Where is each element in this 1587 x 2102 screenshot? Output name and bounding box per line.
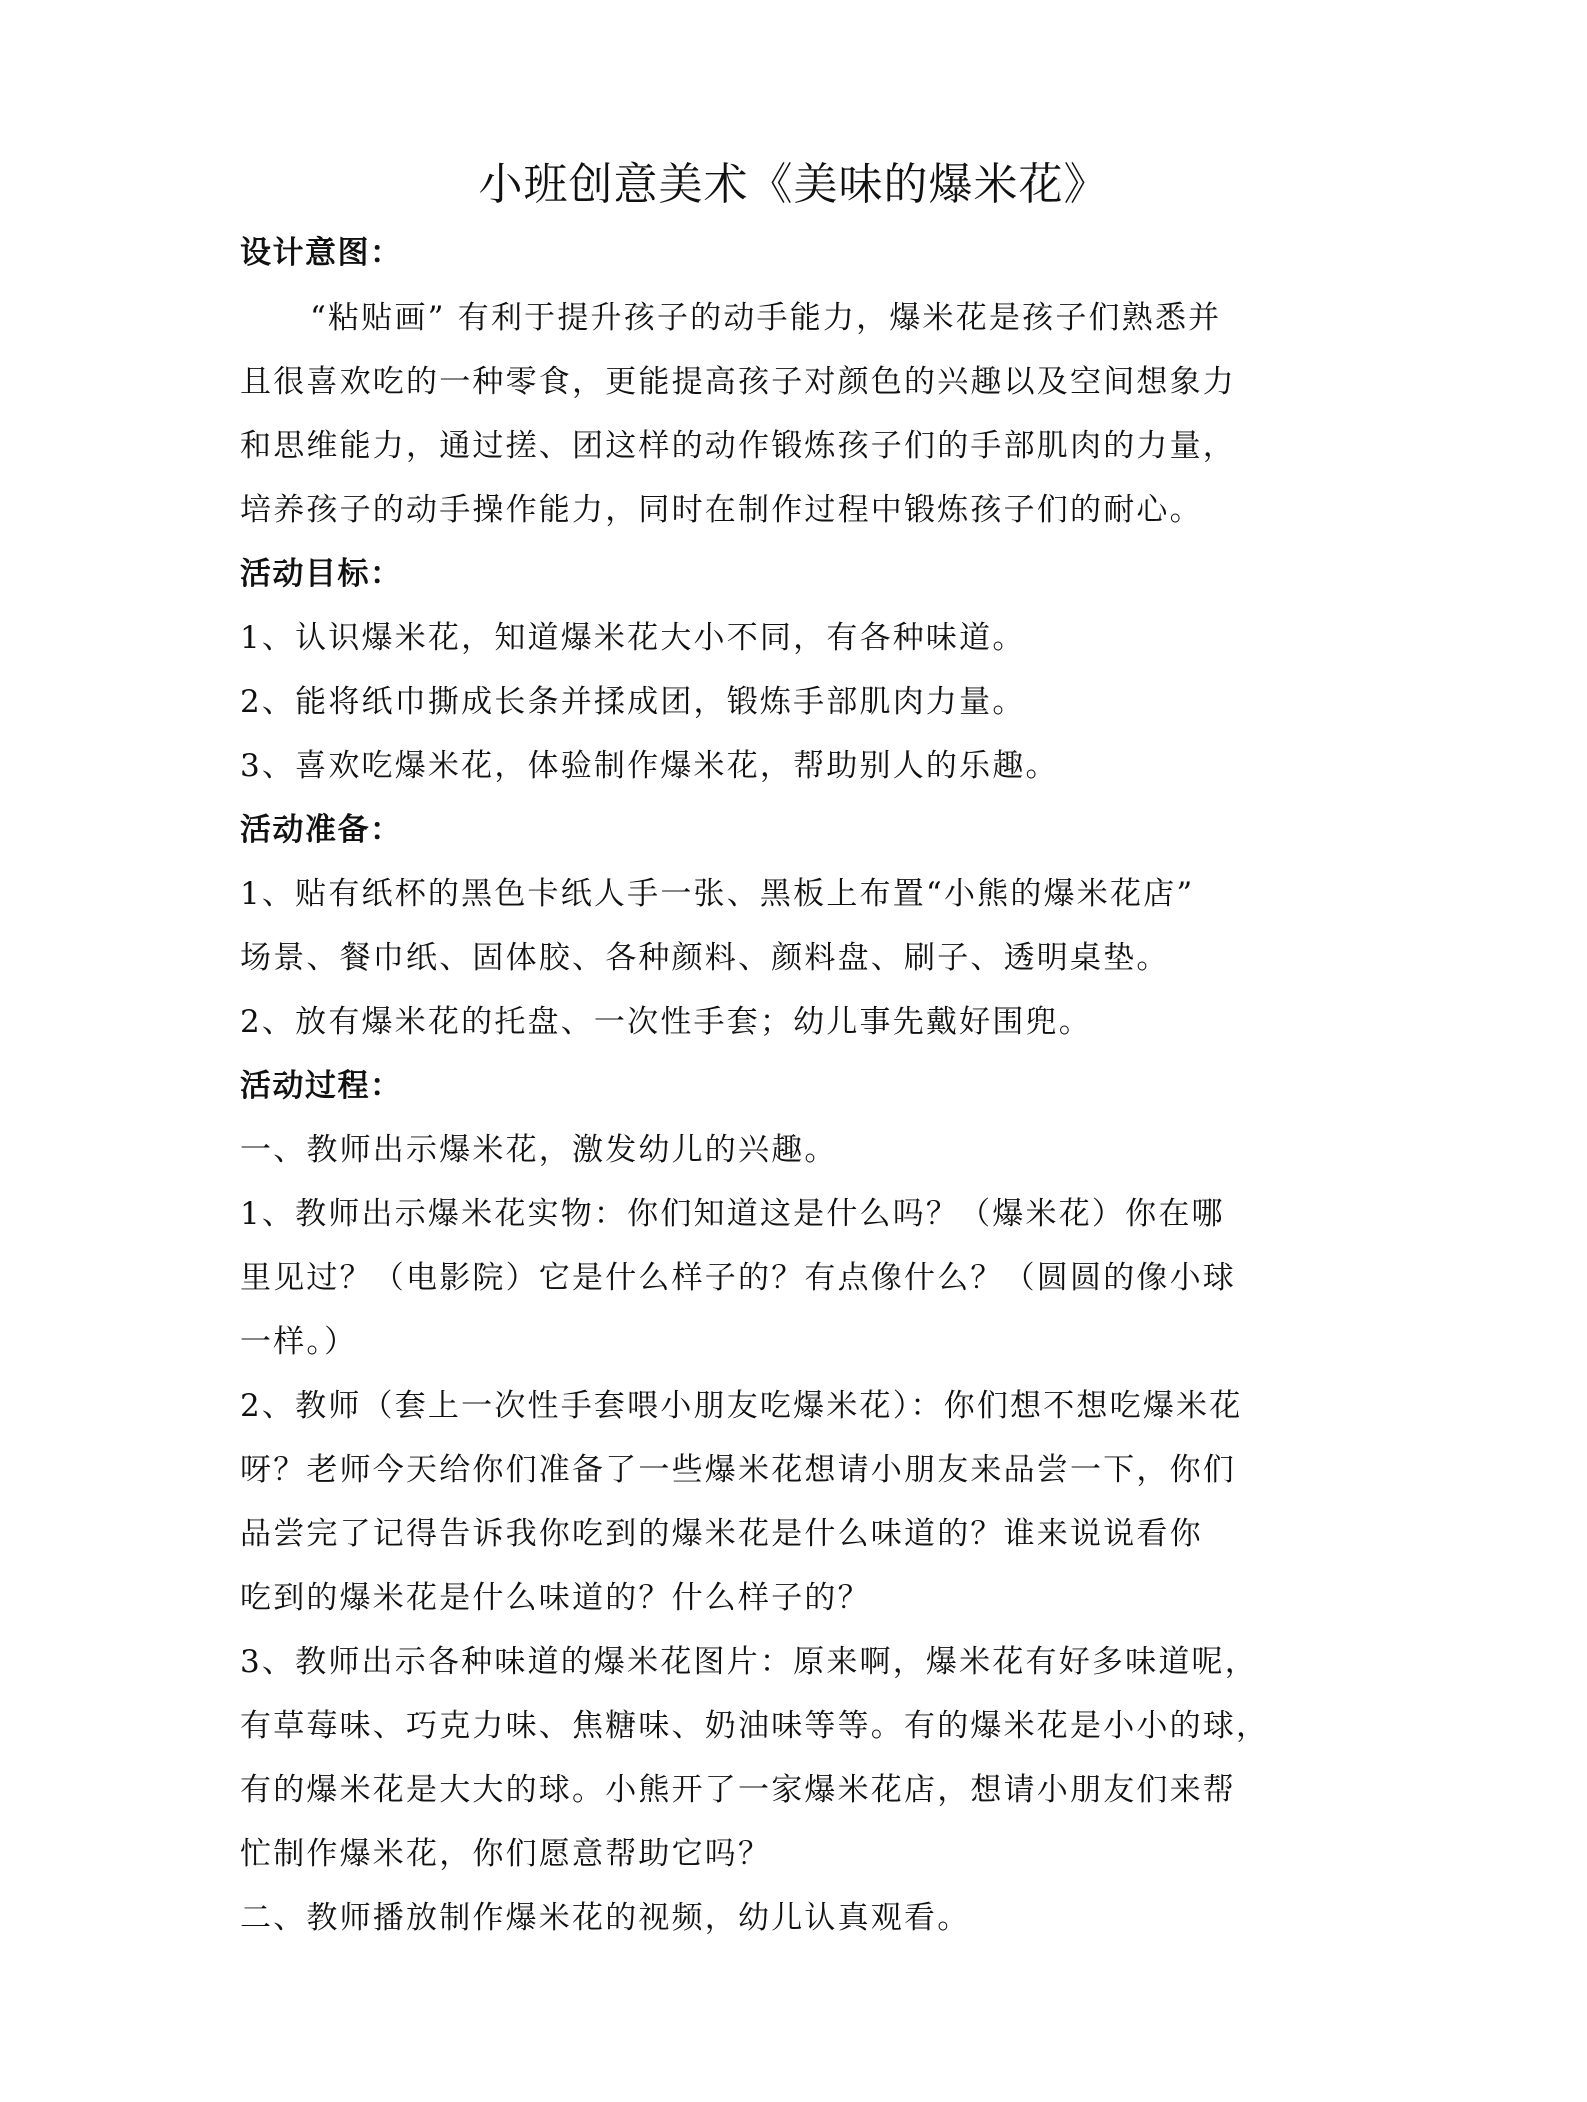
paragraph-line: 吃到的爆米花是什么味道的？什么样子的？ bbox=[240, 1580, 871, 1616]
paragraph-line: 一样。） bbox=[240, 1324, 358, 1360]
document-title: 小班创意美术《美味的爆米花》 bbox=[478, 159, 1109, 210]
section-heading-design-intent: 设计意图： bbox=[240, 235, 403, 271]
paragraph-line: “粘贴画” 有利于提升孩子的动手能力，爆米花是孩子们熟悉并 bbox=[310, 300, 1222, 336]
paragraph-line: 品尝完了记得告诉我你吃到的爆米花是什么味道的？谁来说说看你 bbox=[240, 1516, 1203, 1552]
paragraph-line: 忙制作爆米花，你们愿意帮助它吗？ bbox=[240, 1836, 772, 1872]
step-heading: 二、教师播放制作爆米花的视频，幼儿认真观看。 bbox=[240, 1900, 971, 1936]
paragraph-line: 培养孩子的动手操作能力，同时在制作过程中锻炼孩子们的耐心。 bbox=[240, 492, 1203, 528]
section-heading-process: 活动过程： bbox=[240, 1068, 403, 1104]
paragraph-line: 1、教师出示爆米花实物：你们知道这是什么吗？（爆米花）你在哪 bbox=[240, 1196, 1225, 1232]
paragraph-line: 3、教师出示各种味道的爆米花图片：原来啊，爆米花有好多味道呢， bbox=[240, 1644, 1258, 1680]
list-item: 1、认识爆米花，知道爆米花大小不同，有各种味道。 bbox=[240, 620, 1026, 656]
paragraph-line: 且很喜欢吃的一种零食，更能提高孩子对颜色的兴趣以及空间想象力 bbox=[240, 364, 1236, 400]
section-heading-objectives: 活动目标： bbox=[240, 556, 403, 592]
paragraph-line: 有的爆米花是大大的球。小熊开了一家爆米花店，想请小朋友们来帮 bbox=[240, 1772, 1236, 1808]
list-item: 3、喜欢吃爆米花，体验制作爆米花，帮助别人的乐趣。 bbox=[240, 748, 1059, 784]
paragraph-line: 呀？老师今天给你们准备了一些爆米花想请小朋友来品尝一下，你们 bbox=[240, 1452, 1236, 1488]
paragraph-line: 2、教师（套上一次性手套喂小朋友吃爆米花）：你们想不想吃爆米花 bbox=[240, 1388, 1243, 1424]
list-item: 2、能将纸巾撕成长条并揉成团，锻炼手部肌肉力量。 bbox=[240, 684, 1026, 720]
paragraph-line: 和思维能力，通过搓、团这样的动作锻炼孩子们的手部肌肉的力量， bbox=[240, 428, 1236, 464]
paragraph-line: 里见过？（电影院）它是什么样子的？有点像什么？（圆圆的像小球 bbox=[240, 1260, 1236, 1296]
paragraph-line: 有草莓味、巧克力味、焦糖味、奶油味等等。有的爆米花是小小的球， bbox=[240, 1708, 1270, 1744]
list-item: 场景、餐巾纸、固体胶、各种颜料、颜料盘、刷子、透明桌垫。 bbox=[240, 940, 1170, 976]
section-heading-preparation: 活动准备： bbox=[240, 812, 403, 848]
step-heading: 一、教师出示爆米花，激发幼儿的兴趣。 bbox=[240, 1132, 838, 1168]
list-item: 1、贴有纸杯的黑色卡纸人手一张、黑板上布置“小熊的爆米花店” bbox=[240, 876, 1195, 912]
list-item: 2、放有爆米花的托盘、一次性手套；幼儿事先戴好围兜。 bbox=[240, 1004, 1092, 1040]
